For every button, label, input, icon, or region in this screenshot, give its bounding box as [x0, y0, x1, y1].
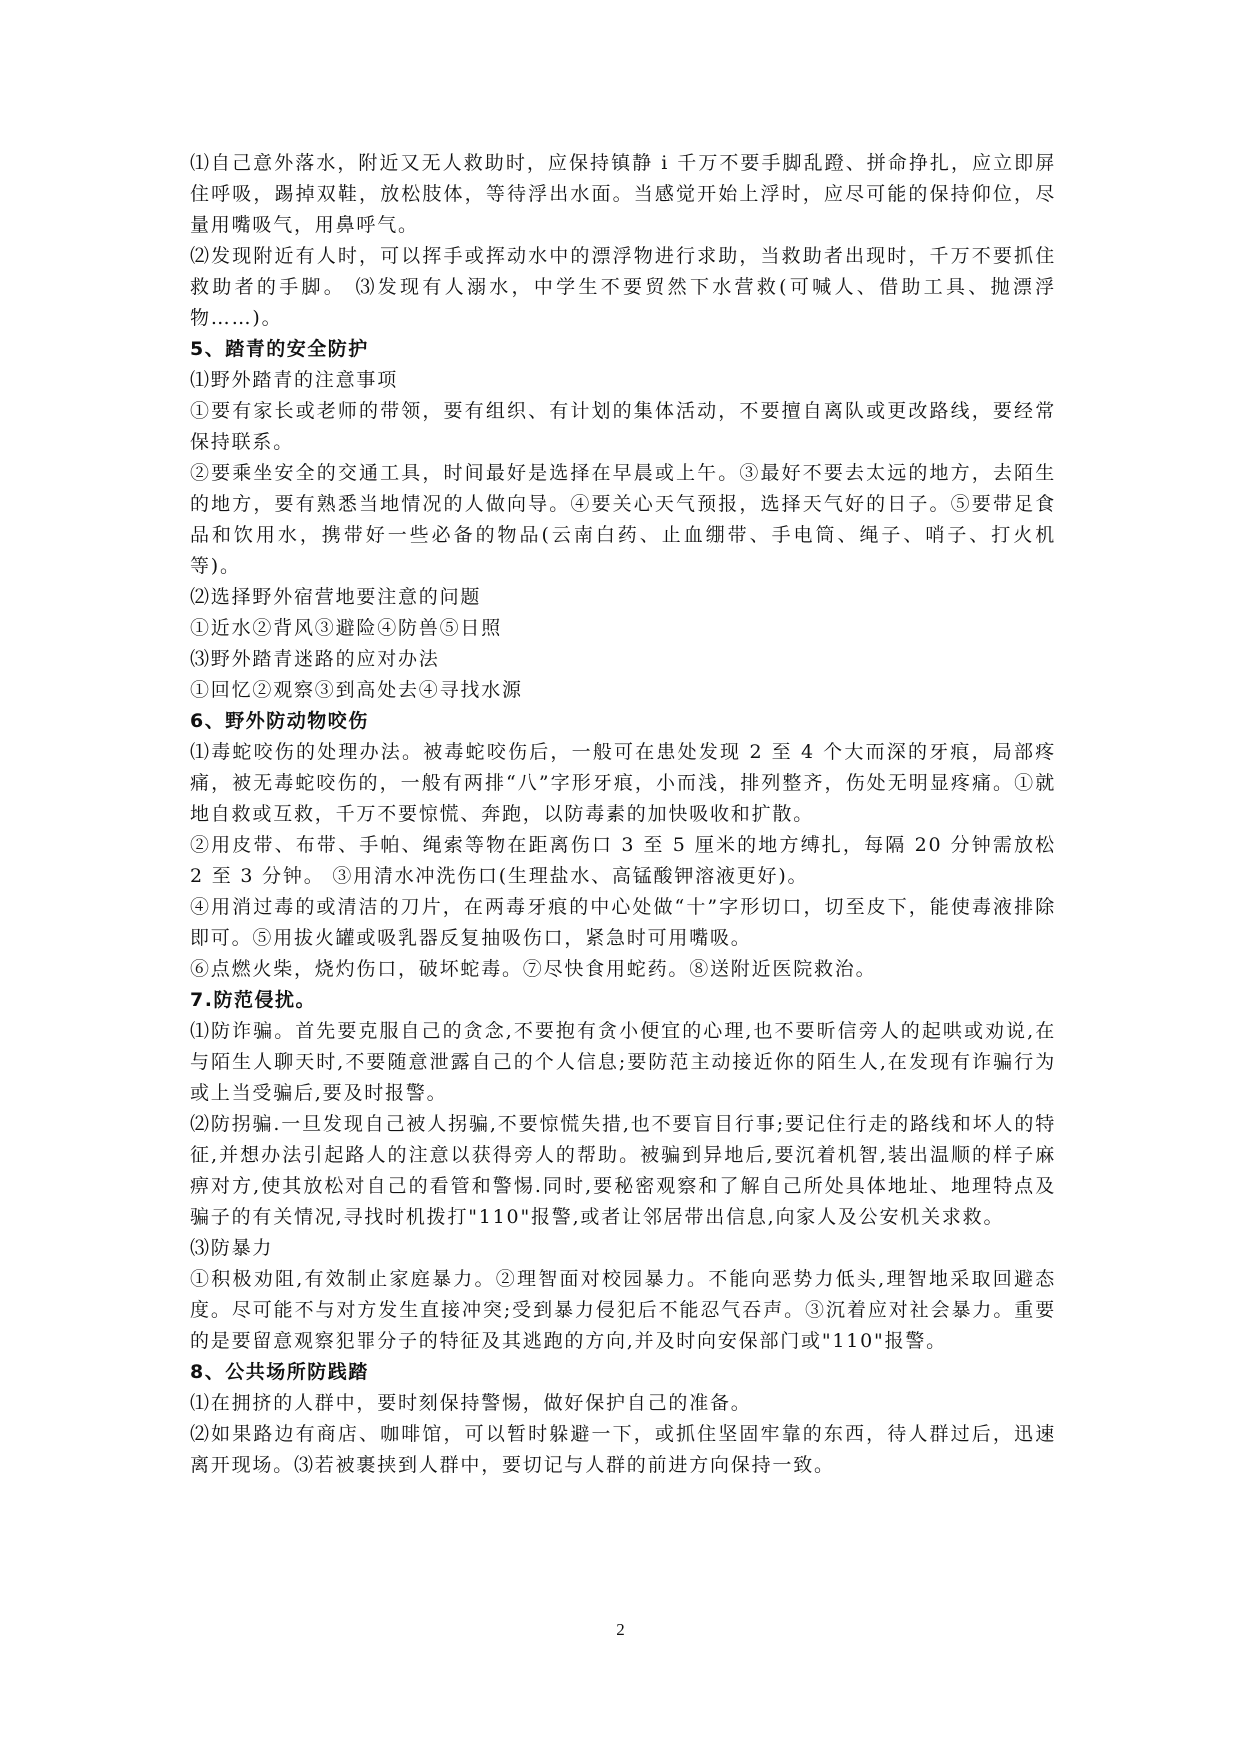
paragraph-lost-list: ①回忆②观察③到高处去④寻找水源 — [190, 679, 523, 701]
paragraph-self-rescue: ⑴自己意外落水，附近又无人救助时，应保持镇静 i 千万不要手脚乱蹬、拼命挣扎，应立即屏住呼吸，踢掉双鞋，放松肢体，等待浮出水面。当感觉开始上浮时，应尽可能的保持仰位，尽量用嘴吸气，用鼻呼气。 — [190, 152, 1056, 236]
paragraph-violence-list: ①积极劝阻,有效制止家庭暴力。②理智面对校园暴力。不能向恶势力低头,理智地采取回避态度。尽可能不与对方发生直接冲突;受到暴力侵犯后不能忍气吞声。③沉着应对社会暴力。重要的是要留意观察犯罪分子的特征及其逃跑的方向,并及时向安保部门或"110"报警。 — [190, 1268, 1056, 1352]
paragraph-outing-notes: ⑴野外踏青的注意事项 — [190, 369, 399, 391]
page-number: 2 — [616, 1620, 625, 1639]
page-body — [190, 148, 1056, 1481]
paragraph-lost: ⑶野外踏青迷路的应对办法 — [190, 648, 440, 670]
paragraph-anti-violence: ⑶防暴力 — [190, 1237, 274, 1259]
paragraph-snake-cut: ④用消过毒的或清洁的刀片，在两毒牙痕的中心处做“十”字形切口，切至皮下，能使毒液排除即可。⑤用拔火罐或吸乳器反复抽吸伤口，紧急时可用嘴吸。 — [190, 896, 1056, 949]
paragraph-campsite: ⑵选择野外宿营地要注意的问题 — [190, 586, 482, 608]
section-heading-7: 7.防范侵扰。 — [190, 989, 316, 1011]
paragraph-signal-help: ⑵发现附近有人时，可以挥手或挥动水中的漂浮物进行求助，当救助者出现时，千万不要抓住救助者的手脚。 ⑶发现有人溺水，中学生不要贸然下水营救(可喊人、借助工具、抛漂浮物……)。 — [190, 245, 1056, 329]
section-heading-8: 8、公共场所防践踏 — [190, 1361, 369, 1383]
paragraph-anti-abduction: ⑵防拐骗.一旦发现自己被人拐骗,不要惊慌失措,也不要盲目行事;要记住行走的路线和坏人的特征,并想办法引起路人的注意以获得旁人的帮助。被骗到异地后,要沉着机智,装出温顺的样子麻痹对方,使其放松对自己的看管和警惕.同时,要秘密观察和了解自己所处具体地址、地理特点及骗子的有关情况,寻找时机拨打"110"报警,或者让邻居带出信息,向家人及公安机关求救。 — [190, 1113, 1056, 1228]
paragraph-crowd-escape: ⑵如果路边有商店、咖啡馆，可以暂时躲避一下，或抓住坚固牢靠的东西，待人群过后，迅速离开现场。⑶若被裹挟到人群中，要切记与人群的前进方向保持一致。 — [190, 1423, 1056, 1476]
paragraph-snake-bind: ②用皮带、布带、手帕、绳索等物在距离伤口 3 至 5 厘米的地方缚扎，每隔 20 分钟需放松 2 至 3 分钟。 ③用清水冲洗伤口(生理盐水、高锰酸钾溶液更好)。 — [190, 834, 1056, 887]
paragraph-crowd-alert: ⑴在拥挤的人群中，要时刻保持警惕，做好保护自己的准备。 — [190, 1392, 752, 1414]
paragraph-campsite-list: ①近水②背风③避险④防兽⑤日照 — [190, 617, 503, 639]
paragraph-anti-fraud: ⑴防诈骗。首先要克服自己的贪念,不要抱有贪小便宜的心理,也不要昕信旁人的起哄或劝说,在与陌生人聊天时,不要随意泄露自己的个人信息;要防范主动接近你的陌生人,在发现有诈骗行为或上当受骗后,要及时报警。 — [190, 1020, 1056, 1104]
paragraph-outing-item-2: ②要乘坐安全的交通工具，时间最好是选择在早晨或上午。③最好不要去太远的地方，去陌生的地方，要有熟悉当地情况的人做向导。④要关心天气预报，选择天气好的日子。⑤要带足食品和饮用水，携带好一些必备的物品(云南白药、止血绷带、手电筒、绳子、哨子、打火机等)。 — [190, 462, 1056, 577]
paragraph-snake-bite: ⑴毒蛇咬伤的处理办法。被毒蛇咬伤后，一般可在患处发现 2 至 4 个大而深的牙痕，局部疼痛，被无毒蛇咬伤的，一般有两排“八”字形牙痕，小而浅，排列整齐，伤处无明显疼痛。①就地自救或互救，千万不要惊慌、奔跑，以防毒素的加快吸收和扩散。 — [190, 741, 1056, 825]
section-heading-5: 5、踏青的安全防护 — [190, 338, 369, 360]
paragraph-snake-final: ⑥点燃火柴，烧灼伤口，破坏蛇毒。⑦尽快食用蛇药。⑧送附近医院救治。 — [190, 958, 877, 980]
paragraph-outing-item-1: ①要有家长或老师的带领，要有组织、有计划的集体活动，不要擅自离队或更改路线，要经常保持联系。 — [190, 400, 1056, 453]
section-heading-6: 6、野外防动物咬伤 — [190, 710, 369, 732]
